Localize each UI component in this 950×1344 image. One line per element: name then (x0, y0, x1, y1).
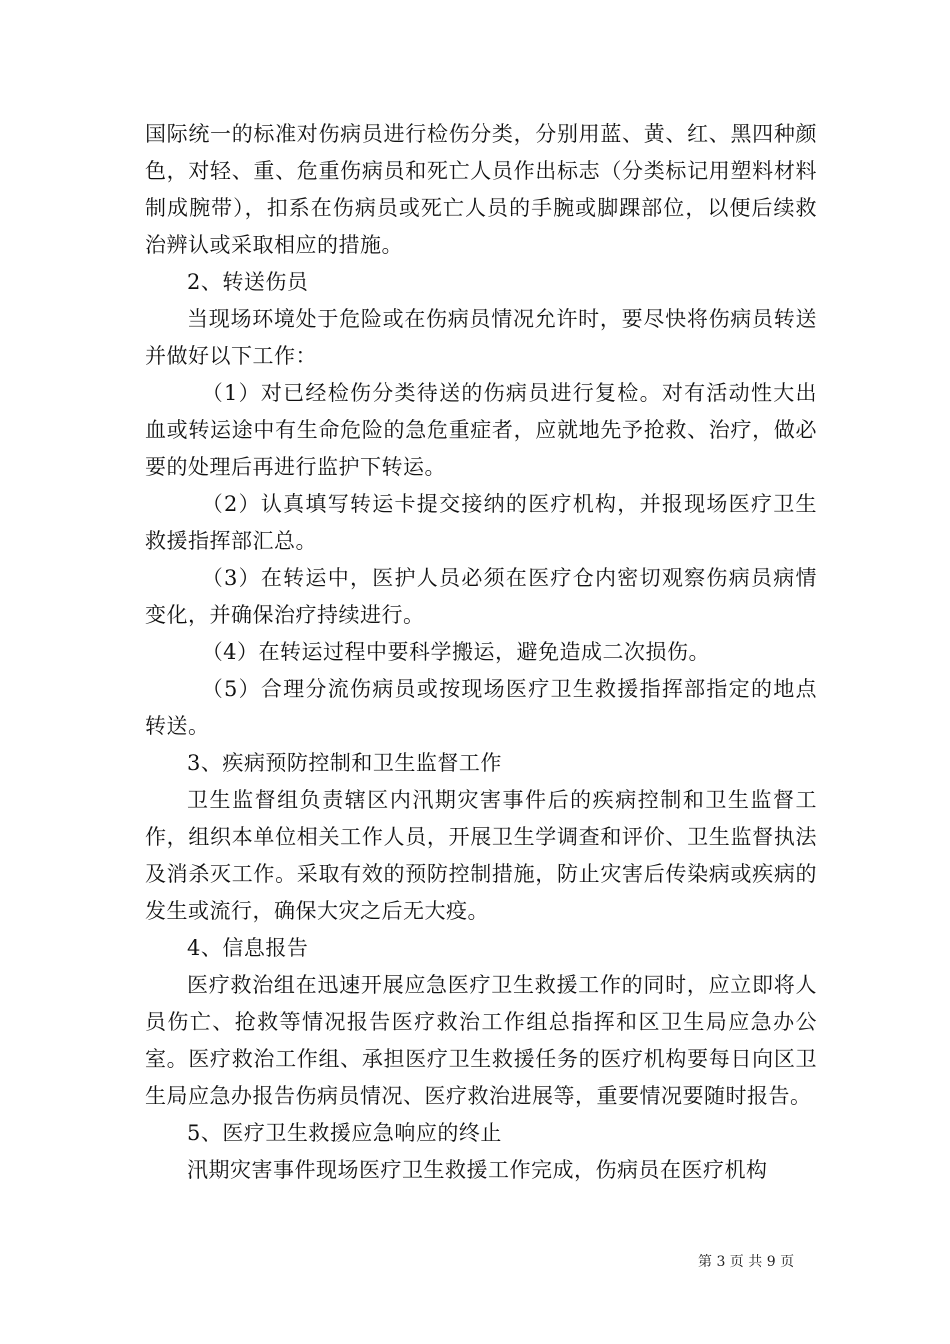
list-item-recheck: （1）对已经检伤分类待送的伤病员进行复检。对有活动性大出血或转运途中有生命危险的急危重症者，应就地先予抢救、治疗，做必要的处理后再进行监护下转运。 (145, 381, 817, 479)
heading-information-report: 4、信息报告 (187, 936, 309, 960)
heading-disease-prevention: 3、疾病预防控制和卫生监督工作 (187, 751, 502, 775)
paragraph-triage-continued: 国际统一的标准对伤病员进行检伤分类，分别用蓝、黄、红、黑四种颜色，对轻、重、危重伤病员和死亡人员作出标志（分类标记用塑料材料制成腕带），扣系在伤病员或死亡人员的手腕或脚踝部位，以便后续救治辨认或采取相应的措施。 (145, 122, 817, 257)
paragraph-response-termination: 汛期灾害事件现场医疗卫生救援工作完成，伤病员在医疗机构 (187, 1158, 768, 1182)
document-body (145, 116, 817, 1189)
heading-transfer-wounded: 2、转送伤员 (187, 270, 309, 294)
paragraph-transfer-intro: 当现场环境处于危险或在伤病员情况允许时，要尽快将伤病员转送并做好以下工作： (145, 307, 817, 368)
list-item-carry: （4）在转运过程中要科学搬运，避免造成二次损伤。 (201, 640, 711, 664)
page-number: 第 3 页 共 9 页 (698, 1254, 795, 1270)
paragraph-information-report: 医疗救治组在迅速开展应急医疗卫生救援工作的同时，应立即将人员伤亡、抢救等情况报告医疗救治工作组总指挥和区卫生局应急办公室。医疗救治工作组、承担医疗卫生救援任务的医疗机构要每日向区卫生局应急办报告伤病员情况、医疗救治进展等，重要情况要随时报告。 (145, 973, 817, 1108)
list-item-transfer-card: （2）认真填写转运卡提交接纳的医疗机构，并报现场医疗卫生救援指挥部汇总。 (145, 492, 817, 553)
list-item-observe: （3）在转运中，医护人员必须在医疗仓内密切观察伤病员病情变化，并确保治疗持续进行。 (145, 566, 817, 627)
list-item-divert: （5）合理分流伤病员或按现场医疗卫生救援指挥部指定的地点转送。 (145, 677, 817, 738)
paragraph-disease-prevention: 卫生监督组负责辖区内汛期灾害事件后的疾病控制和卫生监督工作，组织本单位相关工作人员，开展卫生学调查和评价、卫生监督执法及消杀灭工作。采取有效的预防控制措施，防止灾害后传染病或疾病的发生或流行，确保大灾之后无大疫。 (145, 788, 817, 923)
heading-response-termination: 5、医疗卫生救援应急响应的终止 (187, 1121, 502, 1145)
